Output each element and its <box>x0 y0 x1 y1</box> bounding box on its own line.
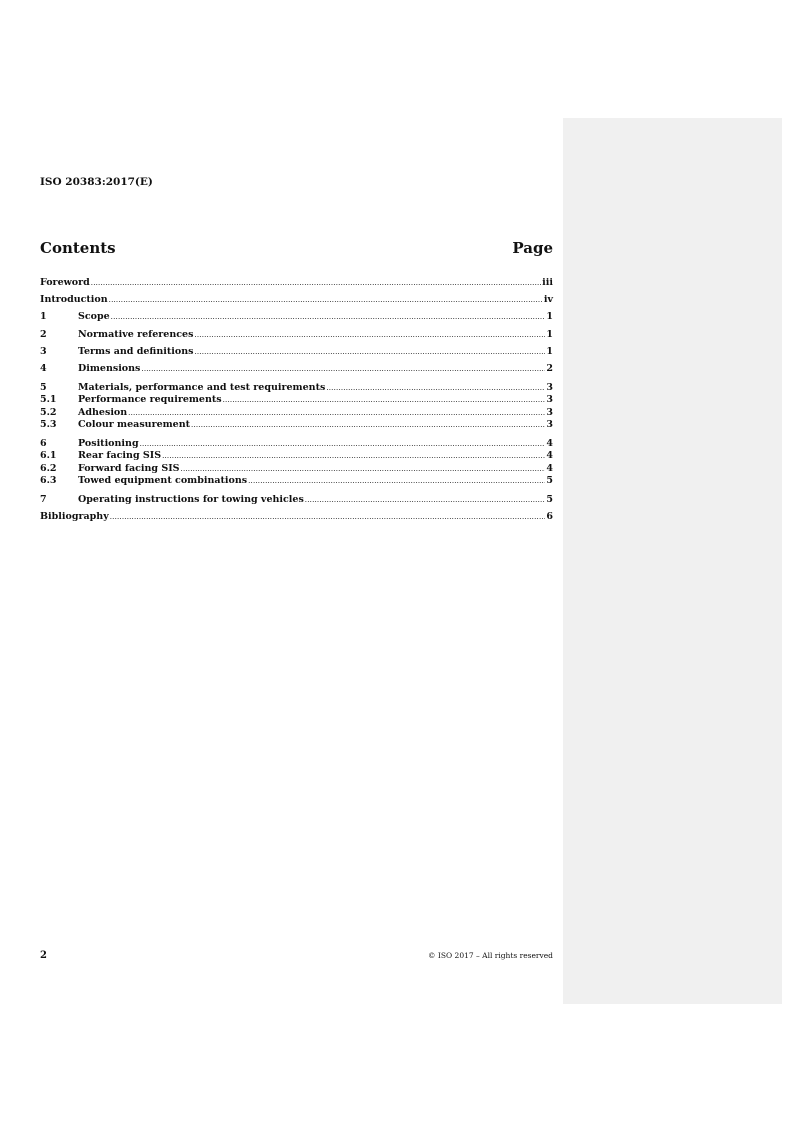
toc-entry-label: Terms and definitions <box>78 346 194 357</box>
toc-entry-page: 1 <box>546 311 553 322</box>
toc-entry-page: 4 <box>546 463 553 474</box>
toc-entry[interactable] <box>40 510 553 523</box>
toc-entry-number: 7 <box>40 494 47 505</box>
toc-entry[interactable] <box>40 328 553 341</box>
toc-entry-label: Operating instructions for towing vehicles <box>78 494 304 505</box>
toc-entry-page: 3 <box>546 382 553 393</box>
toc-entry-number: 3 <box>40 346 47 357</box>
toc-leader-dots <box>141 363 545 376</box>
toc-entry[interactable] <box>40 293 553 306</box>
document-header: ISO 20383:2017(E) <box>40 176 153 188</box>
toc-entry[interactable] <box>40 276 553 289</box>
toc-entry[interactable] <box>40 362 553 375</box>
toc-entry-number: 5.1 <box>40 394 57 405</box>
comment-pane <box>563 118 782 1004</box>
toc-entry-page: 3 <box>546 419 553 430</box>
toc-entry-number: 6 <box>40 438 47 449</box>
toc-entry-page: 4 <box>546 438 553 449</box>
toc-entry-label: Positioning <box>78 438 139 449</box>
toc-entry-label: Dimensions <box>78 363 141 374</box>
toc-entry-page: 3 <box>546 407 553 418</box>
toc-entry[interactable] <box>40 310 553 323</box>
toc-entry-label: Adhesion <box>78 407 128 418</box>
toc-entry-label: Rear facing SIS <box>78 450 162 461</box>
toc-entry-number: 5.2 <box>40 407 57 418</box>
footer-page-number: 2 <box>40 950 47 961</box>
toc-entry-number: 1 <box>40 311 47 322</box>
toc-entry-label: Bibliography <box>40 511 109 522</box>
toc-entry-page: 6 <box>546 511 553 522</box>
toc-entry-page: iii <box>542 277 553 288</box>
toc-entry[interactable] <box>40 493 553 506</box>
toc-entry-page: 3 <box>546 394 553 405</box>
toc-entry-label: Forward facing SIS <box>78 463 180 474</box>
toc-leader-dots <box>194 346 545 359</box>
toc-leader-dots <box>110 511 546 524</box>
toc-entry-label: Performance requirements <box>78 394 222 405</box>
toc-entry-number: 6.2 <box>40 463 57 474</box>
toc-entry-label: Towed equipment combinations <box>78 475 248 486</box>
toc-entry-label: Materials, performance and test requirements <box>78 382 326 393</box>
toc-entry-page: 5 <box>546 494 553 505</box>
toc-entry-label: Scope <box>78 311 110 322</box>
toc-entry[interactable] <box>40 393 553 406</box>
toc-leader-dots <box>191 419 545 432</box>
toc-entry-number: 6.3 <box>40 475 57 486</box>
toc-entry-label: Colour measurement <box>78 419 191 430</box>
toc-leader-dots <box>111 311 546 324</box>
toc-entry[interactable] <box>40 474 553 487</box>
toc-entry-number: 5.3 <box>40 419 57 430</box>
toc-entry-page: iv <box>543 294 553 305</box>
toc-entry-page: 5 <box>546 475 553 486</box>
toc-entry-label: Normative references <box>78 329 194 340</box>
toc-title: Contents <box>40 239 116 257</box>
toc-entry-label: Foreword <box>40 277 90 288</box>
toc-page-label: Page <box>512 239 553 257</box>
toc-leader-dots <box>91 277 541 290</box>
toc-entry-number: 6.1 <box>40 450 57 461</box>
toc-entry[interactable] <box>40 345 553 358</box>
toc-entry-page: 1 <box>546 329 553 340</box>
footer-copyright: © ISO 2017 – All rights reserved <box>428 951 553 960</box>
toc-entry-label: Introduction <box>40 294 108 305</box>
toc-leader-dots <box>194 329 545 342</box>
toc-entry-number: 2 <box>40 329 47 340</box>
toc-entry[interactable] <box>40 418 553 431</box>
toc-leader-dots <box>109 294 543 307</box>
toc-entry[interactable] <box>40 449 553 462</box>
toc-entry-page: 1 <box>546 346 553 357</box>
toc-entry-page: 4 <box>546 450 553 461</box>
toc-entry-number: 5 <box>40 382 47 393</box>
toc-entry-number: 4 <box>40 363 47 374</box>
toc-leader-dots <box>248 475 545 488</box>
toc-entry-page: 2 <box>546 363 553 374</box>
toc-leader-dots <box>305 494 546 507</box>
